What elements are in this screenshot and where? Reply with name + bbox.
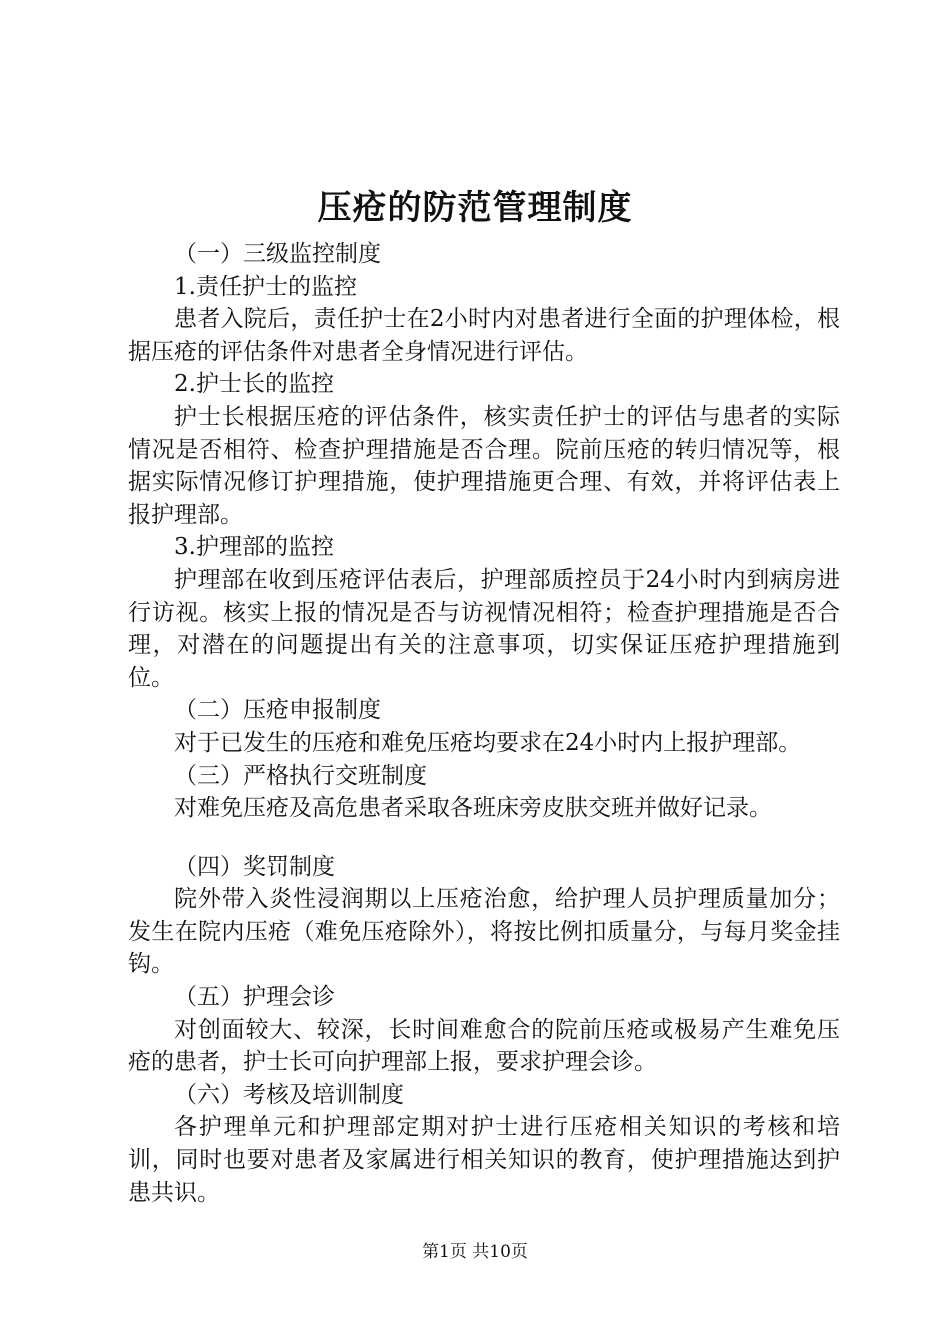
paragraph-training: 各护理单元和护理部定期对护士进行压疮相关知识的考核和培训，同时也要对患者及家属进行相关知识的教育，使护理措施达到护患共识。 — [128, 1114, 840, 1206]
subheading-head-nurse-monitoring: 2.护士长的监控 — [174, 371, 334, 398]
paragraph-shift-handover: 对难免压疮及高危患者采取各班床旁皮肤交班并做好记录。 — [174, 795, 772, 822]
document-body — [128, 238, 840, 1209]
section-heading-1: （一）三级监控制度 — [174, 241, 381, 267]
paragraph-reporting: 对于已发生的压疮和难免压疮均要求在24小时内上报护理部。 — [174, 729, 802, 756]
subheading-nurse-monitoring: 1.责任护士的监控 — [174, 273, 357, 300]
section-heading-2: （二）压疮申报制度 — [174, 697, 381, 724]
paragraph-gap — [128, 825, 840, 851]
subheading-nursing-dept-monitoring: 3.护理部的监控 — [174, 534, 334, 561]
section-heading-5: （五）护理会诊 — [174, 984, 335, 1011]
section-heading-4: （四）奖罚制度 — [174, 853, 335, 880]
paragraph-rewards: 院外带入炎性浸润期以上压疮治愈，给护理人员护理质量加分；发生在院内压疮（难免压疮除外），将按比例扣质量分，与每月奖金挂钩。 — [128, 886, 840, 978]
paragraph-consultation: 对创面较大、较深，长时间难愈合的院前压疮或极易产生难免压疮的患者，护士长可向护理部上报，要求护理会诊。 — [128, 1016, 840, 1076]
section-heading-6: （六）考核及培训制度 — [174, 1081, 404, 1108]
paragraph-nursing-dept-monitoring: 护理部在收到压疮评估表后，护理部质控员于24小时内到病房进行访视。核实上报的情况是否与访视情况相符；检查护理措施是否合理，对潜在的问题提出有关的注意事项，切实保证压疮护理措施到位。 — [128, 566, 840, 691]
paragraph-head-nurse-monitoring: 护士长根据压疮的评估条件，核实责任护士的评估与患者的实际情况是否相符、检查护理措施是否合理。院前压疮的转归情况等，根据实际情况修订护理措施，使护理措施更合理、有效，并将评估表上报护理部。 — [128, 403, 840, 528]
document-title: 压疮的防范管理制度 — [317, 188, 633, 228]
paragraph-nurse-monitoring: 患者入院后，责任护士在2小时内对患者进行全面的护理体检，根据压疮的评估条件对患者全身情况进行评估。 — [128, 306, 840, 365]
page-footer: 第1页 共10页 — [422, 1242, 528, 1262]
section-heading-3: （三）严格执行交班制度 — [174, 762, 427, 789]
